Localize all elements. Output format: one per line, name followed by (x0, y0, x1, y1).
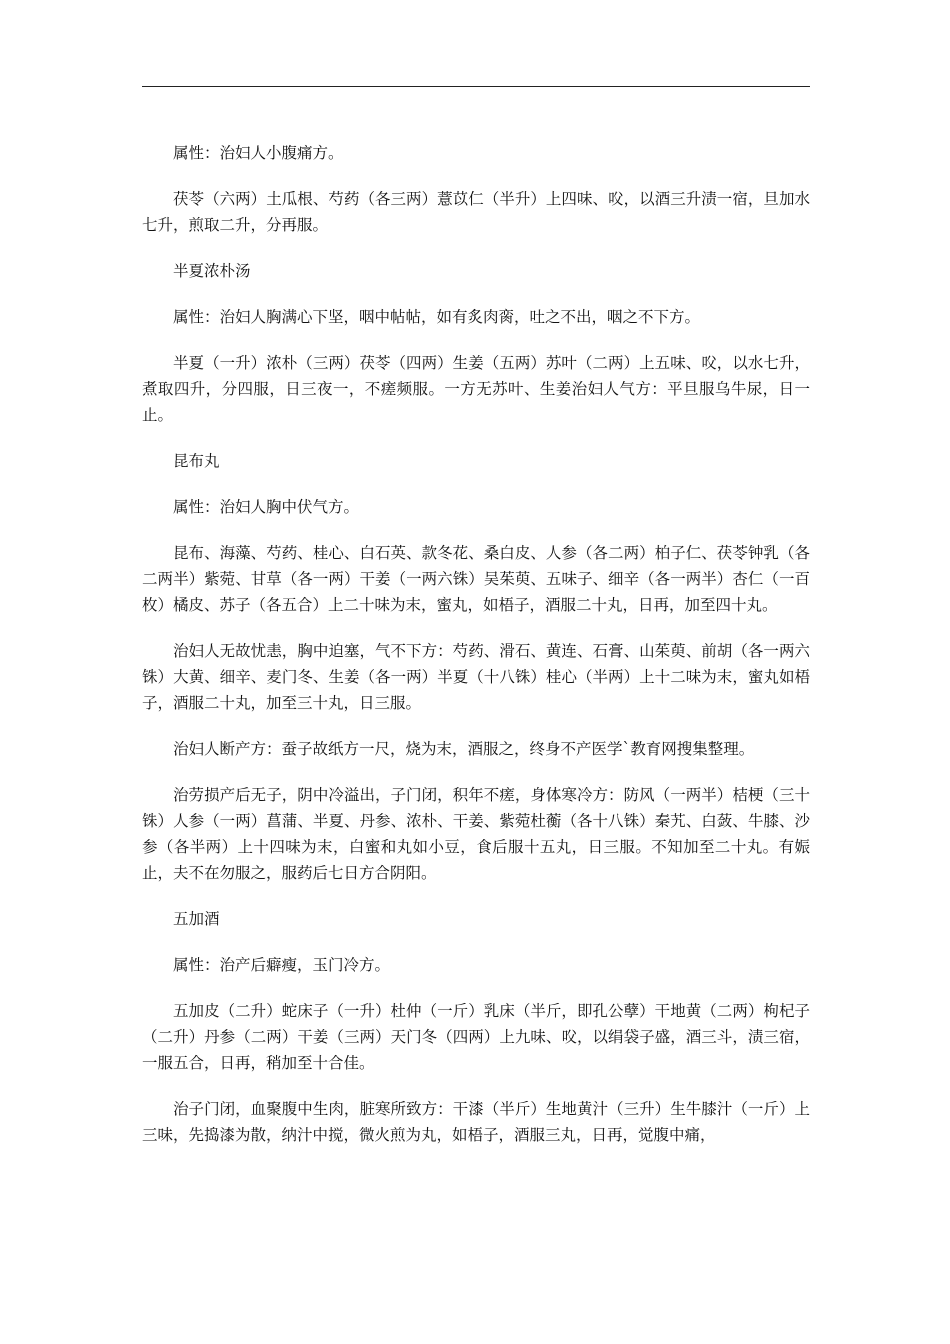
paragraph: 治劳损产后无子，阴中冷溢出，子门闭，积年不瘥，身体寒冷方：防风（一两半）桔梗（三十铢）人参（一两）菖蒲、半夏、丹参、浓朴、干姜、紫菀杜蘅（各十八铢）秦艽、白蔹、牛膝、沙参（各半两）上十四味为末，白蜜和丸如小豆，食后服十五丸，日三服。不知加至二十丸。有娠止，夫不在勿服之，服药后七日方合阴阳。 (142, 786, 810, 882)
section-heading: 五加酒 (173, 910, 220, 928)
paragraph: 治子门闭，血聚腹中生肉，脏寒所致方：干漆（半斤）生地黄汁（三升）生牛膝汁（一斤）上三味，先捣漆为散，纳汁中搅，微火煎为丸，如梧子，酒服三丸，日再，觉腹中痛， (142, 1100, 810, 1144)
paragraph: 茯苓（六两）土瓜根、芍药（各三两）薏苡仁（半升）上四味、㕮，以酒三升渍一宿，旦加水七升，煎取二升，分再服。 (142, 190, 810, 234)
paragraph: 昆布、海藻、芍药、桂心、白石英、款冬花、桑白皮、人参（各二两）柏子仁、茯苓钟乳（各二两半）紫菀、甘草（各一两）干姜（一两六铢）吴茱萸、五味子、细辛（各一两半）杏仁（一百枚）橘皮、苏子（各五合）上二十味为末，蜜丸，如梧子，酒服二十丸，日再，加至四十丸。 (142, 544, 810, 614)
paragraph: 治妇人断产方：蚕子故纸方一尺，烧为末，酒服之，终身不产医学`教育网搜集整理。 (173, 740, 755, 758)
section-heading: 昆布丸 (173, 452, 220, 470)
header-rule (142, 86, 810, 87)
paragraph: 属性：治妇人胸中伏气方。 (173, 498, 360, 516)
document-body (142, 140, 810, 1168)
paragraph: 属性：治妇人小腹痛方。 (173, 144, 344, 162)
paragraph: 半夏（一升）浓朴（三两）茯苓（四两）生姜（五两）苏叶（二两）上五味、㕮，以水七升，煮取四升，分四服，日三夜一，不瘥频服。一方无苏叶、生姜治妇人气方：平旦服乌牛尿，日一止。 (142, 354, 810, 424)
paragraph: 属性：治妇人胸满心下坚，咽中帖帖，如有炙肉脔，吐之不出，咽之不下方。 (173, 308, 701, 326)
paragraph: 治妇人无故忧恚，胸中迫塞，气不下方：芍药、滑石、黄连、石膏、山茱萸、前胡（各一两六铢）大黄、细辛、麦门冬、生姜（各一两）半夏（十八铢）桂心（半两）上十二味为末，蜜丸如梧子，酒服二十丸，加至三十丸，日三服。 (142, 642, 810, 712)
paragraph: 属性：治产后癖瘦，玉门冷方。 (173, 956, 391, 974)
section-heading: 半夏浓朴汤 (173, 262, 251, 280)
paragraph: 五加皮（二升）蛇床子（一升）杜仲（一斤）乳床（半斤，即孔公孽）干地黄（二两）枸杞子（二升）丹参（二两）干姜（三两）天门冬（四两）上九味、㕮，以绢袋子盛，酒三斗，渍三宿，一服五合，日再，稍加至十合佳。 (142, 1002, 810, 1072)
